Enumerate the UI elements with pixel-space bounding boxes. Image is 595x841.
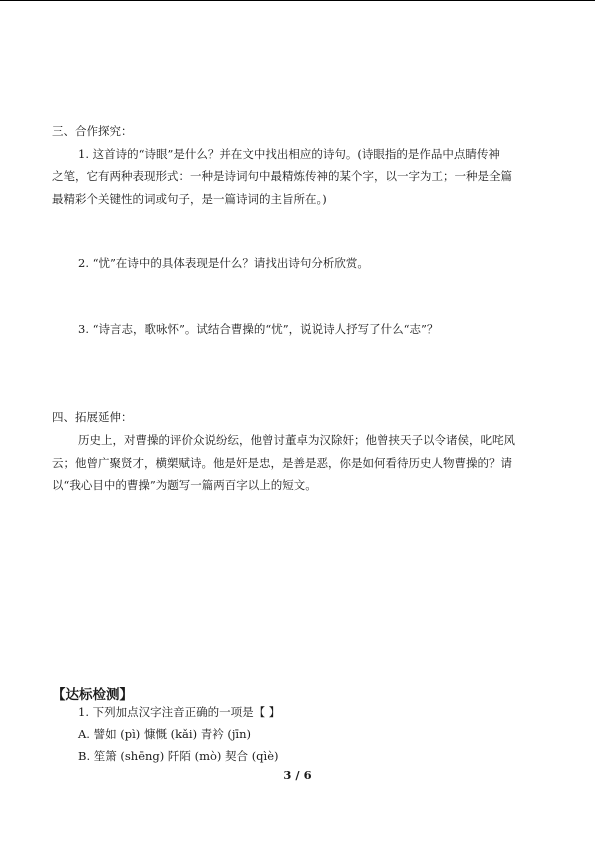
section4-line-3: 以“我心目中的曹操”为题写一篇两百字以上的短文。	[52, 478, 317, 492]
page-number: 3 / 6	[283, 768, 312, 782]
option-b: B. 笙箫 (shēng) 阡陌 (mò) 契合 (qìè)	[78, 749, 279, 763]
q1-line-2: 之笔，它有两种表现形式：一种是诗词句中最精炼传神的某个字，以一字为工；一种是全篇	[52, 169, 512, 183]
q3-text: 3. “诗言志，歌咏怀”。试结合曹操的“忧”，说说诗人抒写了什么“志”？	[78, 322, 439, 336]
q1-line-1: 1. 这首诗的“诗眼”是什么？并在文中找出相应的诗句。(诗眼指的是作品中点睛传神	[78, 147, 500, 161]
assessment-title: 【达标检测】	[52, 687, 133, 703]
section4-heading: 四、拓展延伸：	[52, 410, 133, 424]
section4-line-2: 云；他曾广聚贤才，横槊赋诗。他是奸是忠，是善是恶，你是如何看待历史人物曹操的？请	[52, 456, 512, 470]
option-a: A. 譬如 (pì) 慷慨 (kǎi) 青衿 (jīn)	[78, 727, 252, 741]
header-rule	[0, 0, 595, 1]
assessment-q1: 1. 下列加点汉字注音正确的一项是【 】	[78, 705, 281, 719]
q1-line-3: 最精彩个关键性的词或句子，是一篇诗词的主旨所在。)	[52, 192, 327, 206]
section3-heading: 三、合作探究：	[52, 124, 133, 138]
section4-line-1: 历史上，对曹操的评价众说纷纭，他曾讨董卓为汉除奸；他曾挟天子以令诸侯，叱咤风	[78, 433, 515, 447]
q2-text: 2. “忧”在诗中的具体表现是什么？请找出诗句分析欣赏。	[78, 256, 369, 270]
